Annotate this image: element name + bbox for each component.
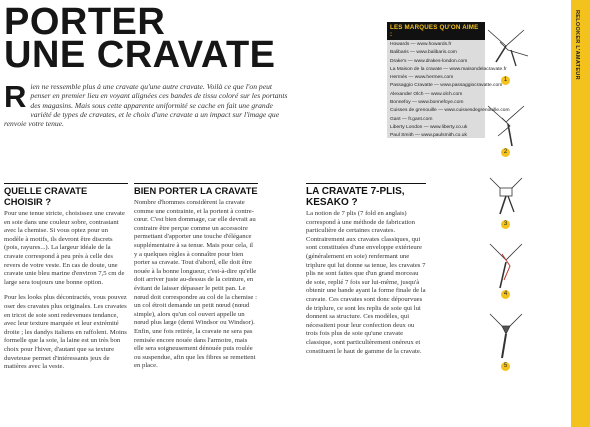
step-badge: 3 [501,220,510,229]
brand-item: Howards — www.howards.fr [390,42,452,47]
brand-item: Passaggio Cravatte — www.passaggiocravatte.com [390,83,503,89]
section-heading: LA CRAVATE 7-PLIS, KESAKO ? [306,186,405,208]
column-porter [134,183,258,378]
brand-item: La Maison de la cravate — www.maisondelacravate.fr [390,66,507,72]
brand-item: Paul Smith — www.paulsmith.co.uk [390,133,467,139]
tie-figure-4 [490,244,522,288]
brand-item: Drake's — www.drakes-london.com [390,58,468,64]
tie-steps-illustrations [478,18,538,418]
drop-cap: R [4,79,27,114]
paragraph: Pour les looks plus décontractés, vous pouvez oser des cravates plus originales. Les cravates en tricot de soie sont redevenues tendance, avec leur texture marquée et leur extrémité droite ; les dandys italiens en raffolent. Moins formelle que la soie, la laine est un très bon choix pour l'hiver, d'autant que sa texture duveteuse permet d'intéressants jeux de matières avec la veste. [4,294,127,371]
paragraph: Pour une tenue stricte, choisissez une cravate en soie dans une couleur sobre, contrastant avec la chemise. Si vous optez pour un modèle à motifs, ils devront être discrets (pois, rayures...). La largeur idéale de la cravate correspond à peu près à celle des revers de votre veste. En cas de doute, une cravate unie bleu marine d'environ 7,5 cm de large sera toujours une bonne option. [4,210,125,286]
step-badge: 1 [501,76,510,85]
paragraph: La notion de 7 plis (7 fold en anglais) correspond à une méthode de fabrication particulière de certaines cravates. Contrairement aux cravates classiques, qui sont constituées d'une enveloppe extérieure (généralement en soie) renfermant une triplure qui lui donne sa tenue, les cravates 7 plis ne sont faites que d'un grand morceau de soie, replié 7 fois sur lui-même, jusqu'à obtenir une bande ayant la forme finale de la cravate. Ces cravates sont donc dépourvues de triplure, ce sont les replis de soie qui lui donnent sa structure. Ces modèles, qui nécessitent pour leur confection deux ou trois fois plus de soie qu'une cravate classique, sont particulièrement onéreux et constituent le haut de gamme de la cravate. [306,210,426,355]
section-rule [134,183,258,184]
step-badge: 5 [501,362,510,371]
section-heading: BIEN PORTER LA CRAVATE [134,186,258,196]
paragraph: Nombre d'hommes considèrent la cravate comme une contrainte, et la portent à contre-cœur. C'est bien dommage, car elle devrait au contraire être perçue comme un accessoire permettant d'apporter une touche d'élégance supplémentaire à sa tenue. Mais pour cela, il y a quelques règles à connaître pour bien porter sa cravate. Tout d'abord, elle doit être nouée à la bonne longueur, c'est-à-dire qu'elle doit arriver juste au-dessus de la ceinture, en évitant de laisser dépasser le petit pan. Le nœud doit correspondre au col de la chemise : un col étroit demande un petit nœud (nœud simple), alors qu'un col ouvert appelle un nœud plus large (demi Windsor ou Windsor). Enfin, une fois retirée, la cravate ne sera pas remisée encore nouée dans l'armoire, mais elle sera soigneusement dénouée puis roulée ou suspendue, afin que les fibres se remettent en place. [134,199,257,370]
brand-item: Cuisses de grenouille — www.cuissesdegrenouille.com [390,108,510,114]
brands-heading: LES MARQUES QU'ON AIME : [387,22,485,40]
tie-figure-3 [490,178,522,214]
page-title [4,1,276,76]
brand-item: Gant — fr.gant.com [390,116,433,122]
section-heading: QUELLE CRAVATE CHOISIR ? [4,186,88,207]
tie-figure-5 [490,314,522,358]
brand-item: Bonnefoy — www.bonnefoye.com [390,100,464,106]
tie-figure-2 [488,106,524,146]
intro-text: ien ne ressemble plus à une cravate qu'une autre cravate. Voilà ce que l'on peut penser en premier lieu en voyant alignées ces bandes de tissu coloré sur les portants des magasins. Mais sous cette apparente uniformité se cache en fait une grande variété de types de cravates, et le choix d'une cravate a un impact sur l'image que renvoie votre tenue. [4,82,288,129]
step-badge: 4 [501,290,510,299]
brands-box [387,22,510,139]
brands-list [387,40,510,141]
tie-figure-1 [488,30,528,66]
title-line-1: PORTER [4,1,166,43]
column-7-plis [306,183,426,363]
side-tab [571,0,590,427]
side-tab-label: RELOOKER L'AMATEUR [574,10,580,80]
step-badge: 2 [501,148,510,157]
section-rule [306,183,426,184]
title-line-2: UNE CRAVATE [4,34,276,76]
column-choisir [4,183,128,379]
brand-item: Liberty London — www.liberty.co.uk [390,124,468,130]
brand-item: Balibaris — www.balibaris.com [390,50,457,56]
brand-item: Alexander Olch — www.olch.com [390,91,463,97]
intro-paragraph [4,79,289,129]
brand-item: Hermès — www.hermes.com [390,75,454,81]
section-rule [4,183,128,184]
